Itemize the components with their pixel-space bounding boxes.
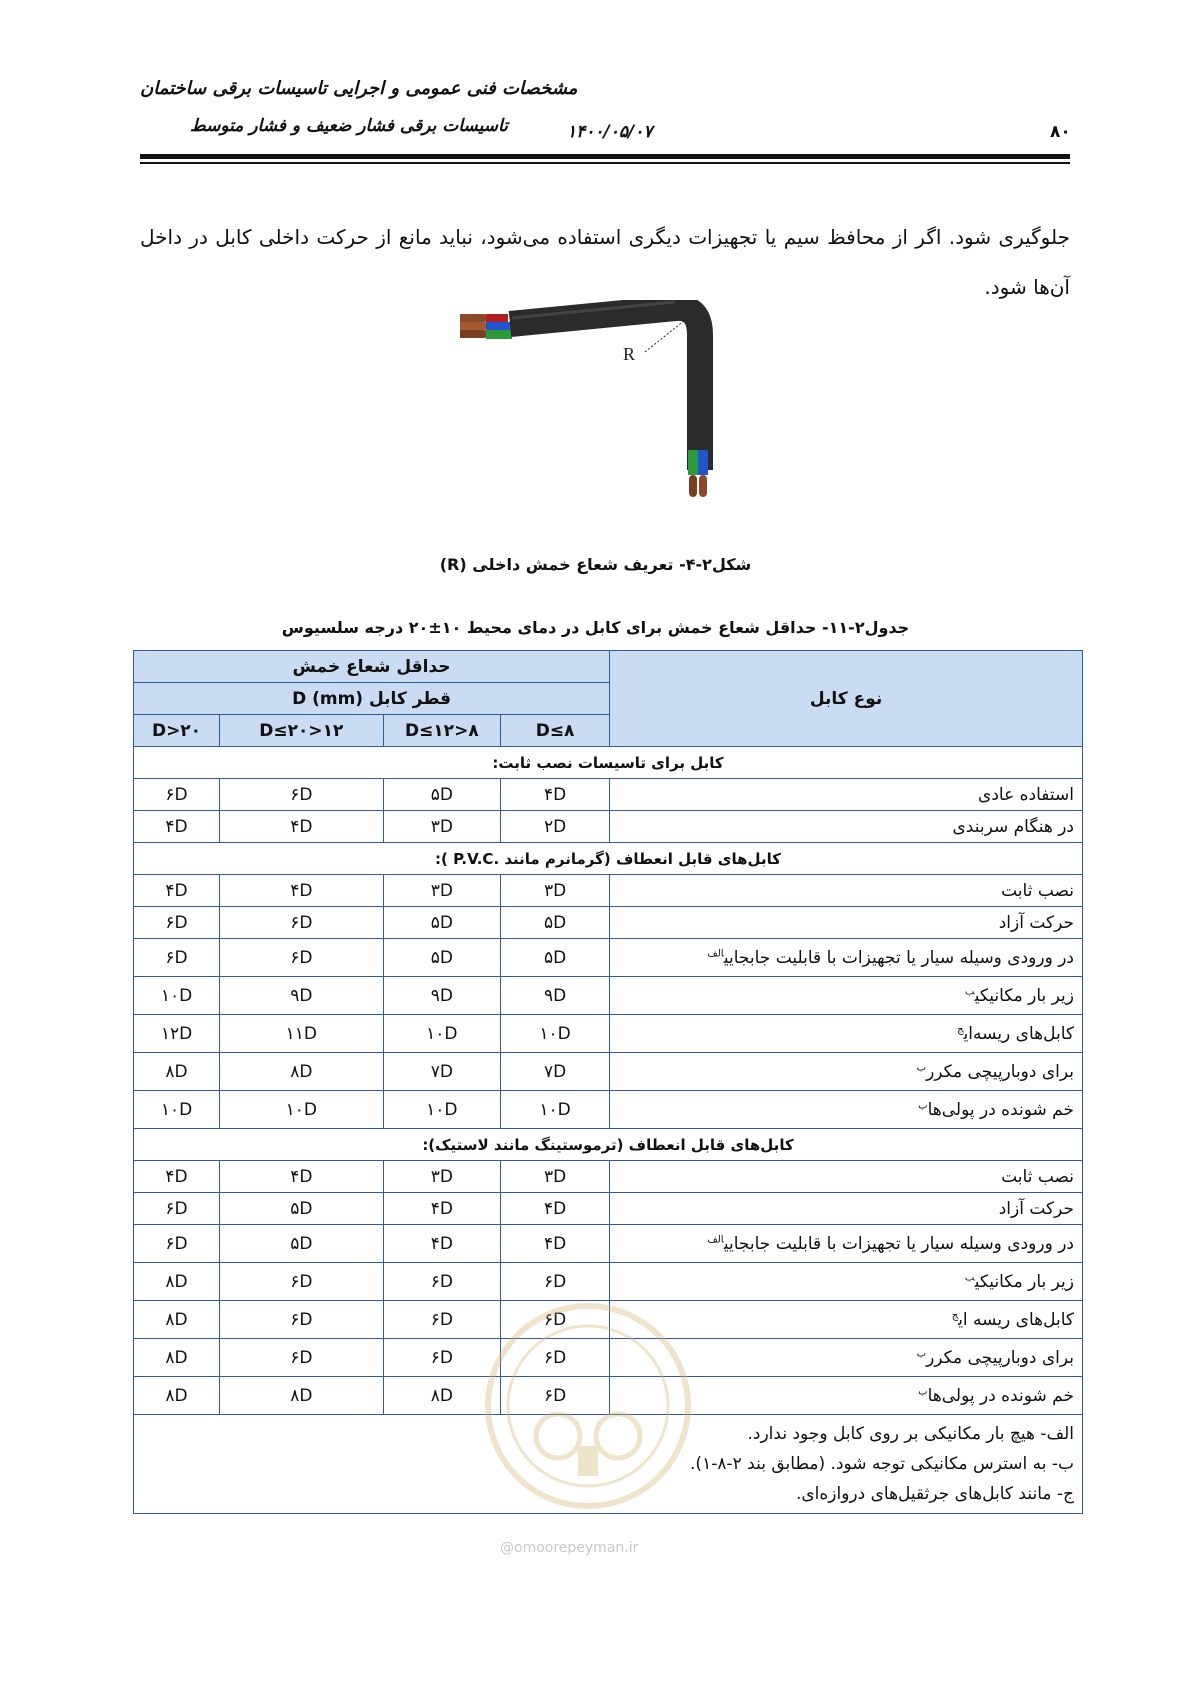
cell-value: ۶D	[220, 1301, 384, 1339]
note-item: ج- مانند کابل‌های جرثقیل‌های دروازه‌ای.	[795, 1484, 1074, 1504]
header-min-radius: حداقل شعاع خمش	[134, 651, 610, 683]
cell-value: ۳D	[383, 875, 500, 907]
watermark-stamp	[478, 1296, 698, 1516]
row-label: خم شونده در پولی‌ها	[927, 1099, 1074, 1120]
cell-value: ۱۰D	[383, 1015, 500, 1053]
row-label: نصب ثابت	[1001, 880, 1074, 901]
footnote-mark: الف	[707, 1233, 724, 1245]
cell-value: ۱۱D	[220, 1015, 384, 1053]
table-row	[134, 779, 1083, 811]
cell-value: ۶D	[134, 907, 220, 939]
footnote-mark: ج	[951, 1309, 959, 1321]
row-label: حرکت آزاد	[998, 912, 1074, 933]
cell-value: ۴D	[134, 811, 220, 843]
table-row	[134, 811, 1083, 843]
cell-value: ۶D	[220, 779, 384, 811]
row-label: زیر بار مکانیکی	[974, 985, 1074, 1006]
body-paragraph: جلوگیری شود. اگر از محافظ سیم یا تجهیزات دیگری استفاده می‌شود، نباید مانع از حرکت داخلی کابل در داخل آن‌ها شود.	[140, 225, 1070, 299]
cell-value: ۴D	[220, 1161, 384, 1193]
page-number: ۸۰	[1050, 122, 1071, 142]
cell-value: ۶D	[134, 779, 220, 811]
cell-value: ۶D	[220, 1339, 384, 1377]
cell-value: ۱۰D	[134, 1091, 220, 1129]
cell-value: ۸D	[134, 1377, 220, 1415]
cell-value: ۴D	[501, 1225, 610, 1263]
cell-value: ۴D	[383, 1225, 500, 1263]
cell-value: ۶D	[134, 1193, 220, 1225]
row-label: در هنگام سربندی	[952, 816, 1074, 837]
cell-value: ۱۰D	[501, 1015, 610, 1053]
row-label: استفاده عادی	[978, 784, 1074, 805]
cell-value: ۱۰D	[134, 977, 220, 1015]
cell-value: ۷D	[501, 1053, 610, 1091]
section-title: کابل‌های قابل انعطاف (ترموستینگ مانند لاستیک):	[134, 1129, 1083, 1161]
cell-value: ۵D	[501, 907, 610, 939]
cell-value: ۵D	[383, 907, 500, 939]
cell-value: ۴D	[220, 811, 384, 843]
footnote-mark: ب	[916, 1347, 927, 1359]
cell-value: ۸D	[383, 1377, 500, 1415]
cell-value: ۶D	[501, 1263, 610, 1301]
row-label: نصب ثابت	[1001, 1166, 1074, 1187]
cell-value: ۸D	[220, 1053, 384, 1091]
header-date: ۱۴۰۰/۰۵/۰۷	[567, 122, 653, 142]
footnote-mark: ب	[964, 1271, 975, 1283]
row-label: در ورودی وسیله سیار یا تجهیزات با قابلیت جابجایی	[723, 1233, 1074, 1254]
footnote-mark: ب	[918, 1385, 928, 1397]
section-title: کابل برای تاسیسات نصب ثابت:	[134, 747, 1083, 779]
cell-value: ۸D	[134, 1339, 220, 1377]
cell-value: ۱۰D	[383, 1091, 500, 1129]
table-row	[134, 977, 1083, 1015]
cell-value: ۶D	[134, 1225, 220, 1263]
note-item: الف- هیچ بار مکانیکی بر روی کابل وجود ندارد.	[747, 1424, 1074, 1444]
cell-value: ۶D	[501, 1377, 610, 1415]
table-caption: جدول۲-۱۱- حداقل شعاع خمش برای کابل در دمای محیط ۱۰±۲۰ درجه سلسیوس	[281, 618, 910, 637]
cell-value: ۹D	[220, 977, 384, 1015]
header-cable-type: نوع کابل	[610, 651, 1083, 747]
row-label: کابل‌های ریسه‌ای	[963, 1023, 1074, 1044]
cell-value: ۴D	[501, 779, 610, 811]
section-title: کابل‌های قابل انعطاف (گرمانرم مانند .P.V.C ):	[134, 843, 1083, 875]
cell-value: ۵D	[220, 1225, 384, 1263]
col-header: D>۲۰	[134, 715, 220, 747]
header-subtitle: تاسیسات برقی فشار ضعیف و فشار متوسط	[190, 116, 508, 136]
header-rule-thin	[140, 162, 1070, 164]
note-item: ب- به استرس مکانیکی توجه شود. (مطابق بند ۲-۸-۱).	[690, 1454, 1074, 1474]
figure-caption: شکل۲-۴- تعریف شعاع خمش داخلی (R)	[439, 555, 752, 574]
cell-value: ۵D	[220, 1193, 384, 1225]
cell-value: ۸D	[134, 1053, 220, 1091]
table-row	[134, 875, 1083, 907]
row-label: حرکت آزاد	[998, 1198, 1074, 1219]
cable-bend-figure	[460, 300, 760, 540]
cell-value: ۹D	[383, 977, 500, 1015]
cell-value: ۵D	[501, 939, 610, 977]
table-row	[134, 1225, 1083, 1263]
footnote-mark: ب	[964, 985, 975, 997]
footnote-mark: ب	[918, 1099, 928, 1111]
cell-value: ۱۰D	[501, 1091, 610, 1129]
header-rule-thick	[140, 154, 1070, 159]
cable-sheath	[510, 308, 700, 470]
cell-value: ۳D	[383, 1161, 500, 1193]
row-label: زیر بار مکانیکی	[974, 1271, 1074, 1292]
cell-value: ۶D	[383, 1339, 500, 1377]
col-header: ۱۲<D≤۲۰	[220, 715, 384, 747]
footnote-mark: ج	[957, 1023, 964, 1035]
cell-value: ۶D	[220, 907, 384, 939]
table-row	[134, 1053, 1083, 1091]
header-title: مشخصات فنی عمومی و اجرایی تاسیسات برقی ساختمان	[140, 78, 578, 99]
conductor-ends-bottom	[688, 450, 708, 497]
cell-value: ۳D	[383, 811, 500, 843]
conductor-ends-left	[460, 314, 514, 339]
cell-value: ۱۰D	[220, 1091, 384, 1129]
cell-value: ۷D	[383, 1053, 500, 1091]
table-row	[134, 1193, 1083, 1225]
cell-value: ۶D	[501, 1301, 610, 1339]
table-row	[134, 1015, 1083, 1053]
table-row	[134, 939, 1083, 977]
table-row	[134, 1263, 1083, 1301]
radius-arrow	[645, 320, 685, 352]
cell-value: ۳D	[501, 875, 610, 907]
cell-value: ۶D	[383, 1301, 500, 1339]
cell-value: ۶D	[134, 939, 220, 977]
cell-value: ۵D	[383, 779, 500, 811]
table-row	[134, 1161, 1083, 1193]
cell-value: ۴D	[383, 1193, 500, 1225]
col-header: ۸<D≤۱۲	[383, 715, 500, 747]
cell-value: ۶D	[220, 1263, 384, 1301]
cell-value: ۶D	[220, 939, 384, 977]
cell-value: ۳D	[501, 1161, 610, 1193]
cell-value: ۶D	[383, 1263, 500, 1301]
cell-value: ۸D	[134, 1263, 220, 1301]
footnote-mark: الف	[707, 947, 724, 959]
row-label: برای دوبارپیچی مکرر	[926, 1347, 1074, 1368]
cell-value: ۴D	[220, 875, 384, 907]
cable-illustration	[460, 300, 760, 540]
table-row	[134, 907, 1083, 939]
radius-label: R	[623, 344, 636, 364]
col-header: D≤۸	[501, 715, 610, 747]
header-diameter: قطر کابل D (mm)	[134, 683, 610, 715]
cell-value: ۴D	[134, 875, 220, 907]
row-label: کابل‌های ریسه ای	[958, 1309, 1074, 1330]
row-label: خم شونده در پولی‌ها	[927, 1385, 1074, 1406]
cell-value: ۴D	[134, 1161, 220, 1193]
watermark-url: @omoorepeyman.ir	[500, 1540, 639, 1556]
footnote-mark: ب	[916, 1061, 927, 1073]
cell-value: ۱۲D	[134, 1015, 220, 1053]
cell-value: ۴D	[501, 1193, 610, 1225]
cell-value: ۶D	[501, 1339, 610, 1377]
table-row	[134, 1091, 1083, 1129]
cell-value: ۸D	[220, 1377, 384, 1415]
cell-value: ۸D	[134, 1301, 220, 1339]
cell-value: ۹D	[501, 977, 610, 1015]
row-label: در ورودی وسیله سیار یا تجهیزات با قابلیت جابجایی	[723, 947, 1074, 968]
cell-value: ۵D	[383, 939, 500, 977]
row-label: برای دوبارپیچی مکرر	[926, 1061, 1074, 1082]
cell-value: ۲D	[501, 811, 610, 843]
